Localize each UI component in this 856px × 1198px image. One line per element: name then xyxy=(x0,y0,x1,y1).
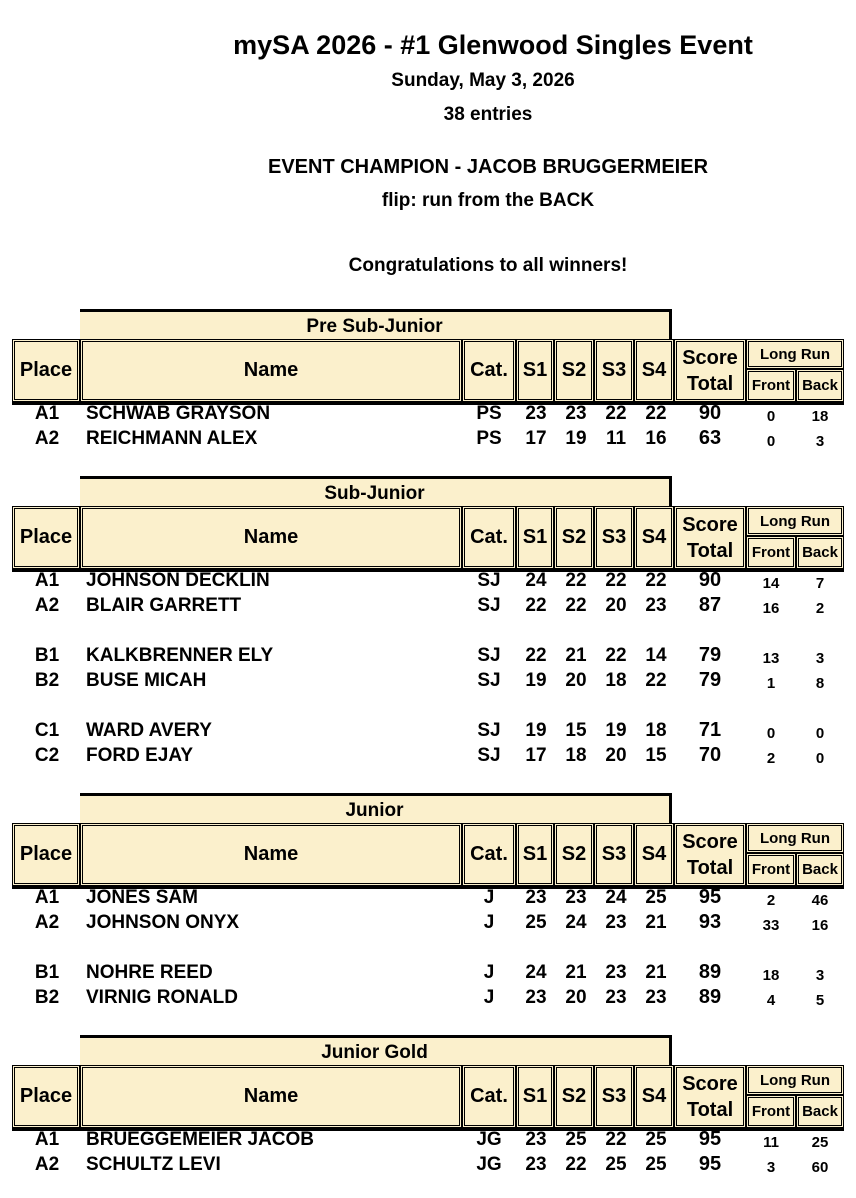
cell-cat: SJ xyxy=(477,720,501,741)
cell-s1: 17 xyxy=(525,428,547,449)
cell-name: JOHNSON ONYX xyxy=(86,912,240,933)
cell-s4: 25 xyxy=(645,1154,667,1175)
cell-place: A2 xyxy=(34,1154,60,1175)
cell-name: SCHWAB GRAYSON xyxy=(86,403,271,424)
cell-s2: 19 xyxy=(565,428,587,449)
cell-s4: 22 xyxy=(645,670,667,691)
cell-s1: 23 xyxy=(525,887,547,908)
cell-s1: 23 xyxy=(525,987,547,1008)
cell-s2: 21 xyxy=(565,962,587,983)
cell-name: KALKBRENNER ELY xyxy=(86,645,274,666)
cell-name: SCHULTZ LEVI xyxy=(86,1154,221,1175)
col-front: Front xyxy=(746,853,796,886)
section-title: Junior xyxy=(80,793,672,823)
cell-s4: 22 xyxy=(645,570,667,591)
cell-front: 13 xyxy=(762,650,780,667)
col-s2: S2 xyxy=(554,339,594,402)
cell-place: A1 xyxy=(34,403,60,424)
col-s2: S2 xyxy=(554,1065,594,1128)
cell-front: 0 xyxy=(766,725,776,742)
cell-back: 7 xyxy=(815,575,825,592)
table-row xyxy=(0,960,856,985)
cell-s1: 24 xyxy=(525,962,547,983)
cell-name: NOHRE REED xyxy=(86,962,213,983)
col-long-run: Long Run xyxy=(746,339,844,369)
cell-cat: J xyxy=(483,887,495,908)
col-cat: Cat. xyxy=(462,506,516,569)
cell-place: B1 xyxy=(34,645,60,666)
table-row xyxy=(0,985,856,1010)
col-name: Name xyxy=(80,339,462,402)
cell-name: WARD AVERY xyxy=(86,720,212,741)
table-row xyxy=(0,1152,856,1177)
col-s1: S1 xyxy=(516,506,554,569)
section-title: Sub-Junior xyxy=(80,476,672,506)
cell-total: 89 xyxy=(698,961,722,983)
cell-s1: 22 xyxy=(525,645,547,666)
cell-back: 46 xyxy=(811,892,829,909)
cell-s2: 20 xyxy=(565,670,587,691)
cell-s2: 15 xyxy=(565,720,587,741)
cell-back: 16 xyxy=(811,917,829,934)
cell-back: 0 xyxy=(815,725,825,742)
cell-total: 90 xyxy=(698,402,722,424)
cell-back: 3 xyxy=(815,433,825,450)
cell-total: 87 xyxy=(698,594,722,616)
col-s3: S3 xyxy=(594,823,634,886)
cell-front: 2 xyxy=(766,892,776,909)
cell-back: 8 xyxy=(815,675,825,692)
cell-cat: SJ xyxy=(477,670,501,691)
col-s4: S4 xyxy=(634,823,674,886)
table-row xyxy=(0,910,856,935)
table-row xyxy=(0,401,856,426)
col-score: Score xyxy=(682,513,738,536)
cell-total: 71 xyxy=(698,719,722,741)
cell-s3: 19 xyxy=(605,720,627,741)
col-s4: S4 xyxy=(634,1065,674,1128)
col-total: Total xyxy=(686,856,734,879)
col-front: Front xyxy=(746,369,796,402)
cell-s4: 16 xyxy=(645,428,667,449)
cell-back: 25 xyxy=(811,1134,829,1151)
cell-s4: 15 xyxy=(645,745,667,766)
cell-front: 18 xyxy=(762,967,780,984)
col-s3: S3 xyxy=(594,1065,634,1128)
col-back: Back xyxy=(796,536,844,569)
cell-s3: 23 xyxy=(605,912,627,933)
cell-total: 95 xyxy=(698,886,722,908)
cell-total: 90 xyxy=(698,569,722,591)
cell-s4: 23 xyxy=(645,987,667,1008)
col-cat: Cat. xyxy=(462,1065,516,1128)
cell-s4: 14 xyxy=(645,645,667,666)
cell-name: BLAIR GARRETT xyxy=(86,595,242,616)
cell-s1: 23 xyxy=(525,1154,547,1175)
table-row xyxy=(0,743,856,768)
cell-s1: 24 xyxy=(525,570,547,591)
cell-name: BRUEGGEMEIER JACOB xyxy=(86,1129,315,1150)
cell-front: 1 xyxy=(766,675,776,692)
cell-total: 79 xyxy=(698,669,722,691)
col-name: Name xyxy=(80,1065,462,1128)
table-row xyxy=(0,593,856,618)
event-champion: EVENT CHAMPION - JACOB BRUGGERMEIER xyxy=(267,156,709,178)
cell-back: 3 xyxy=(815,650,825,667)
cell-place: A1 xyxy=(34,887,60,908)
entry-count: 38 entries xyxy=(443,104,533,125)
cell-total: 63 xyxy=(698,427,722,449)
cell-place: A1 xyxy=(34,1129,60,1150)
cell-total: 95 xyxy=(698,1153,722,1175)
col-s4: S4 xyxy=(634,339,674,402)
cell-s2: 22 xyxy=(565,570,587,591)
cell-cat: SJ xyxy=(477,745,501,766)
col-name: Name xyxy=(80,506,462,569)
col-s3: S3 xyxy=(594,339,634,402)
cell-place: B2 xyxy=(34,987,60,1008)
event-date: Sunday, May 3, 2026 xyxy=(391,70,575,91)
cell-place: C1 xyxy=(34,720,60,741)
cell-place: B2 xyxy=(34,670,60,691)
cell-s4: 21 xyxy=(645,962,667,983)
cell-s4: 25 xyxy=(645,887,667,908)
cell-s1: 19 xyxy=(525,670,547,691)
col-total: Total xyxy=(686,539,734,562)
table-row xyxy=(0,668,856,693)
col-name: Name xyxy=(80,823,462,886)
cell-cat: J xyxy=(483,962,495,983)
col-front: Front xyxy=(746,536,796,569)
cell-s3: 25 xyxy=(605,1154,627,1175)
cell-s3: 20 xyxy=(605,595,627,616)
cell-back: 60 xyxy=(811,1159,829,1176)
cell-s2: 20 xyxy=(565,987,587,1008)
cell-cat: PS xyxy=(476,428,502,449)
cell-front: 0 xyxy=(766,433,776,450)
cell-name: FORD EJAY xyxy=(86,745,193,766)
cell-s3: 23 xyxy=(605,962,627,983)
col-long-run: Long Run xyxy=(746,1065,844,1095)
cell-s3: 23 xyxy=(605,987,627,1008)
table-header xyxy=(12,823,844,886)
cell-total: 95 xyxy=(698,1128,722,1150)
col-back: Back xyxy=(796,369,844,402)
col-score-total xyxy=(674,339,746,402)
cell-front: 3 xyxy=(766,1159,776,1176)
cell-cat: JG xyxy=(476,1154,502,1175)
col-place: Place xyxy=(12,823,80,886)
cell-s1: 23 xyxy=(525,403,547,424)
cell-place: A2 xyxy=(34,428,60,449)
cell-s3: 22 xyxy=(605,570,627,591)
cell-cat: J xyxy=(483,912,495,933)
cell-cat: PS xyxy=(476,403,502,424)
col-s1: S1 xyxy=(516,339,554,402)
cell-total: 79 xyxy=(698,644,722,666)
cell-s1: 25 xyxy=(525,912,547,933)
col-back: Back xyxy=(796,1095,844,1128)
cell-s3: 22 xyxy=(605,1129,627,1150)
col-score-total xyxy=(674,506,746,569)
cell-front: 0 xyxy=(766,408,776,425)
cell-s4: 25 xyxy=(645,1129,667,1150)
page-title: mySA 2026 - #1 Glenwood Singles Event xyxy=(233,30,753,60)
cell-s3: 22 xyxy=(605,645,627,666)
col-place: Place xyxy=(12,339,80,402)
cell-cat: JG xyxy=(476,1129,502,1150)
cell-front: 33 xyxy=(762,917,780,934)
cell-s3: 11 xyxy=(605,428,627,449)
cell-back: 0 xyxy=(815,750,825,767)
cell-s2: 23 xyxy=(565,403,587,424)
col-place: Place xyxy=(12,506,80,569)
table-header xyxy=(12,339,844,402)
cell-name: VIRNIG RONALD xyxy=(86,987,238,1008)
cell-s3: 20 xyxy=(605,745,627,766)
section-title: Junior Gold xyxy=(80,1035,672,1065)
cell-s1: 23 xyxy=(525,1129,547,1150)
cell-place: A2 xyxy=(34,912,60,933)
cell-front: 14 xyxy=(762,575,780,592)
table-row xyxy=(0,885,856,910)
cell-name: BUSE MICAH xyxy=(86,670,207,691)
table-row xyxy=(0,643,856,668)
cell-back: 5 xyxy=(815,992,825,1009)
col-score: Score xyxy=(682,830,738,853)
cell-name: REICHMANN ALEX xyxy=(86,428,258,449)
cell-cat: J xyxy=(483,987,495,1008)
cell-total: 70 xyxy=(698,744,722,766)
col-place: Place xyxy=(12,1065,80,1128)
cell-cat: SJ xyxy=(477,570,501,591)
cell-place: A1 xyxy=(34,570,60,591)
cell-s4: 18 xyxy=(645,720,667,741)
col-total: Total xyxy=(686,1098,734,1121)
col-s1: S1 xyxy=(516,823,554,886)
congratulations: Congratulations to all winners! xyxy=(348,255,628,276)
cell-s2: 25 xyxy=(565,1129,587,1150)
col-long-run: Long Run xyxy=(746,823,844,853)
cell-front: 16 xyxy=(762,600,780,617)
cell-total: 93 xyxy=(698,911,722,933)
col-s2: S2 xyxy=(554,506,594,569)
section-title: Pre Sub-Junior xyxy=(80,309,672,339)
cell-front: 11 xyxy=(763,1134,779,1151)
cell-cat: SJ xyxy=(477,595,501,616)
flip-note: flip: run from the BACK xyxy=(381,190,595,211)
cell-s2: 22 xyxy=(565,1154,587,1175)
cell-name: JOHNSON DECKLIN xyxy=(86,570,270,591)
cell-name: JONES SAM xyxy=(86,887,198,908)
col-score: Score xyxy=(682,1072,738,1095)
col-s1: S1 xyxy=(516,1065,554,1128)
col-front: Front xyxy=(746,1095,796,1128)
table-row xyxy=(0,568,856,593)
table-header xyxy=(12,506,844,569)
cell-s2: 18 xyxy=(565,745,587,766)
cell-s3: 18 xyxy=(605,670,627,691)
cell-s1: 19 xyxy=(525,720,547,741)
col-cat: Cat. xyxy=(462,823,516,886)
cell-front: 2 xyxy=(766,750,776,767)
col-back: Back xyxy=(796,853,844,886)
cell-s2: 24 xyxy=(565,912,587,933)
cell-s3: 24 xyxy=(605,887,627,908)
cell-back: 2 xyxy=(815,600,825,617)
col-long-run: Long Run xyxy=(746,506,844,536)
cell-front: 4 xyxy=(766,992,776,1009)
cell-place: C2 xyxy=(34,745,60,766)
cell-s4: 22 xyxy=(645,403,667,424)
cell-s4: 21 xyxy=(645,912,667,933)
col-score-total xyxy=(674,1065,746,1128)
table-row xyxy=(0,1127,856,1152)
cell-cat: SJ xyxy=(477,645,501,666)
cell-s4: 23 xyxy=(645,595,667,616)
col-score-total xyxy=(674,823,746,886)
table-header xyxy=(12,1065,844,1128)
cell-s2: 21 xyxy=(565,645,587,666)
col-s2: S2 xyxy=(554,823,594,886)
table-row xyxy=(0,718,856,743)
col-s4: S4 xyxy=(634,506,674,569)
col-score: Score xyxy=(682,346,738,369)
cell-place: B1 xyxy=(34,962,60,983)
table-row xyxy=(0,426,856,451)
cell-total: 89 xyxy=(698,986,722,1008)
col-s3: S3 xyxy=(594,506,634,569)
cell-back: 18 xyxy=(811,408,829,425)
cell-s3: 22 xyxy=(605,403,627,424)
col-total: Total xyxy=(686,372,734,395)
cell-s1: 22 xyxy=(525,595,547,616)
cell-place: A2 xyxy=(34,595,60,616)
cell-back: 3 xyxy=(815,967,825,984)
cell-s1: 17 xyxy=(525,745,547,766)
col-cat: Cat. xyxy=(462,339,516,402)
cell-s2: 23 xyxy=(565,887,587,908)
cell-s2: 22 xyxy=(565,595,587,616)
